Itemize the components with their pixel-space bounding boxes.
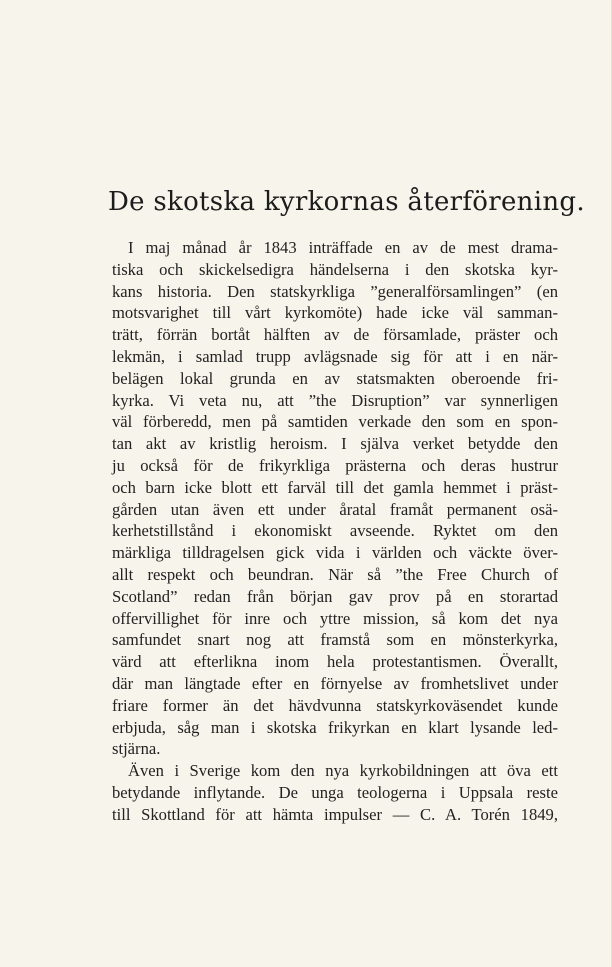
- text-line: lekmän, i samlad trupp avlägsnade sig för att i en när-: [112, 346, 558, 366]
- text-line: märkliga tilldragelsen gick vida i världen och väckte över-: [112, 543, 558, 563]
- text-line: friare former än det hävdvunna statskyrkoväsendet kunde: [112, 695, 558, 715]
- text-line: värd att efterlikna inom hela protestantismen. Överallt,: [112, 652, 558, 672]
- text-line: och barn icke blott ett farväl till det gamla hemmet i präst-: [112, 477, 558, 497]
- text-line: kerhetstillstånd i ekonomiskt avseende. Ryktet om den: [112, 521, 558, 541]
- text-line: kans historia. Den statskyrkliga ”generalförsamlingen” (en: [112, 281, 558, 301]
- text-line: samfundet snart nog att framstå som en mönsterkyrka,: [112, 630, 558, 650]
- text-line: trätt, förrän bortåt hälften av de församlade, präster och: [112, 325, 558, 345]
- text-line: stjärna.: [112, 739, 161, 759]
- text-line: I maj månad år 1843 inträffade en av de mest drama-: [128, 238, 558, 257]
- text-line: belägen lokal grunda en av statsmakten oberoende fri-: [112, 368, 558, 388]
- text-line: betydande inflytande. De unga teologerna i Uppsala reste: [112, 782, 558, 802]
- text-line: Scotland” redan från början gav prov på en storartad: [112, 586, 558, 606]
- text-line: allt respekt och beundran. När så ”the Free Church of: [112, 564, 558, 584]
- text-line: kyrka. Vi veta nu, att ”the Disruption” var synnerligen: [112, 390, 558, 410]
- chapter-title: De skotska kyrkornas återförening.: [108, 187, 585, 217]
- text-line: offervillighet för inre och yttre mission, så kom det nya: [112, 608, 558, 628]
- text-line: ju också för de frikyrkliga prästerna och deras hustrur: [112, 455, 558, 475]
- text-line: väl förberedd, men på samtiden verkade den som en spon-: [112, 412, 558, 432]
- text-line: där man längtade efter en förnyelse av fromhetslivet under: [112, 673, 558, 693]
- text-line: gården utan även ett under åratal framåt permanent osä-: [112, 499, 558, 519]
- text-line: Även i Sverige kom den nya kyrkobildningen att öva ett: [128, 761, 558, 781]
- text-line: erbjuda, såg man i skotska frikyrkan en klart lysande led-: [112, 717, 558, 737]
- text-line: motsvarighet till vårt kyrkomöte) hade icke väl samman-: [112, 303, 558, 323]
- text-line: tiska och skickelsedigra händelserna i den skotska kyr-: [112, 259, 558, 279]
- text-line: till Skottland för att hämta impulser — C. A. Torén 1849,: [112, 804, 558, 824]
- body-text: [112, 237, 558, 826]
- text-line: tan akt av kristlig heroism. I själva verket betydde den: [112, 434, 558, 454]
